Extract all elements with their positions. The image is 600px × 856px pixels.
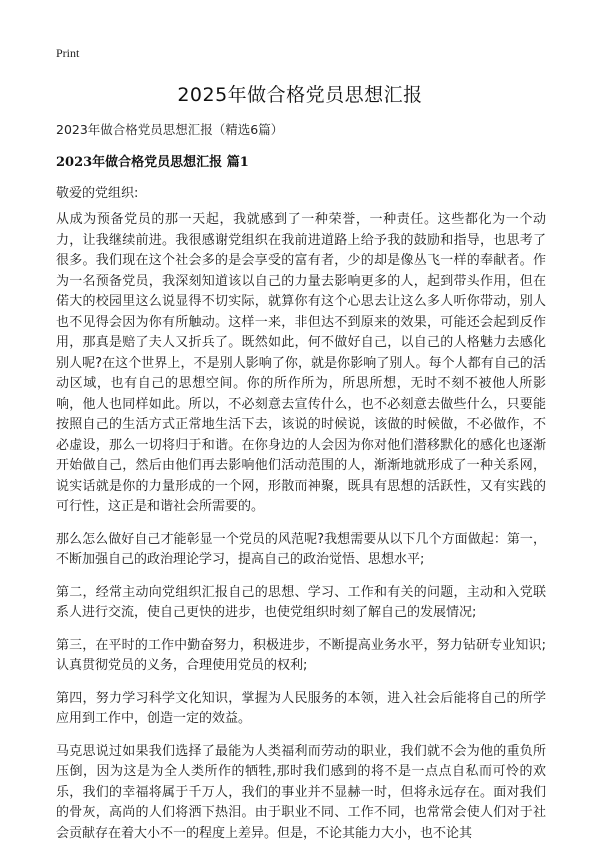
body-text: [56, 210, 546, 856]
paragraph: 第二，经常主动向党组织汇报自己的思想、学习、工作和有关的问题，主动和入党联系人进行交流，使自己更快的进步，也使党组织时刻了解自己的发展情况;: [56, 584, 546, 620]
salutation: 敬爱的党组织:: [56, 186, 139, 201]
print-link[interactable]: Print: [56, 46, 80, 60]
paragraph: 从成为预备党员的那一天起，我就感到了一种荣誉，一种责任。这些都化为一个动力，让我继续前进。我很感谢党组织在我前进道路上给予我的鼓励和指导，也思考了很多。我们现在这个社会多的是会享受的富有者，少的却是像丛飞一样的奉献者。作为一名预备党员，我深刻知道该以自己的力量去影响更多的人，起到带头作用，但在偌大的校园里这么说显得不切实际，就算你有这个心思去让这么多人听你带动，别人也不见得会因为你有所触动。这样一来，非但达不到原来的效果，可能还会起到反作用，那真是赔了夫人又折兵了。既然如此，何不做好自己，以自己的人格魅力去感化别人呢?在这个世界上，不是别人影响了你，就是你影响了别人。每个人都有自己的活动区域，也有自己的思想空间。你的所作所为，所思所想，无时不刻不被他人所影响，他人也同样如此。所以，不必刻意去宣传什么，也不必刻意去做些什么，只要能按照自己的生活方式正常地生活下去，该说的时候说，该做的时候做，不必做作，不必虚设，那么一切将归于和谐。在你身边的人会因为你对他们潜移默化的感化也逐渐开始做自己，然后由他们再去影响他们活动范围的人，渐渐地就形成了一种关系网，说实话就是你的力量形成的一个网，形散而神聚，既具有思想的活跃性，又有实践的可行性，这正是和谐社会所需要的。: [56, 212, 546, 514]
paragraph: 马克思说过如果我们选择了最能为人类福利而劳动的职业，我们就不会为他的重负所压倒，因为这是为全人类所作的牺牲,那时我们感到的将不是一点点自私而可怜的欢乐，我们的幸福将属于千万人，我们的事业并不显赫一时，但将永远存在。面对我们的骨灰，高尚的人们将洒下热泪。由于职业不同、工作不同，也常常会使人们对于社会贡献存在着大小不一的程度上差异。但是，不论其能力大小，也不论其: [56, 743, 546, 841]
document-title: 2025年做合格党员思想汇报: [177, 84, 423, 106]
paragraph: 第三，在平时的工作中勤奋努力，积极进步，不断提高业务水平，努力钻研专业知识;认真贯彻党员的义务，合理使用党员的权利;: [56, 637, 546, 673]
paragraph: 第四，努力学习科学文化知识，掌握为人民服务的本领，进入社会后能将自己的所学应用到工作中，创造一定的效益。: [56, 690, 546, 726]
paragraph: 那么怎么做好自己才能彰显一个党员的风范呢?我想需要从以下几个方面做起：第一，不断加强自己的政治理论学习，提高自己的政治觉悟、思想水平;: [56, 531, 546, 567]
section-heading: 2023年做合格党员思想汇报 篇1: [56, 155, 249, 170]
document-subtitle: 2023年做合格党员思想汇报（精选6篇）: [56, 122, 284, 137]
